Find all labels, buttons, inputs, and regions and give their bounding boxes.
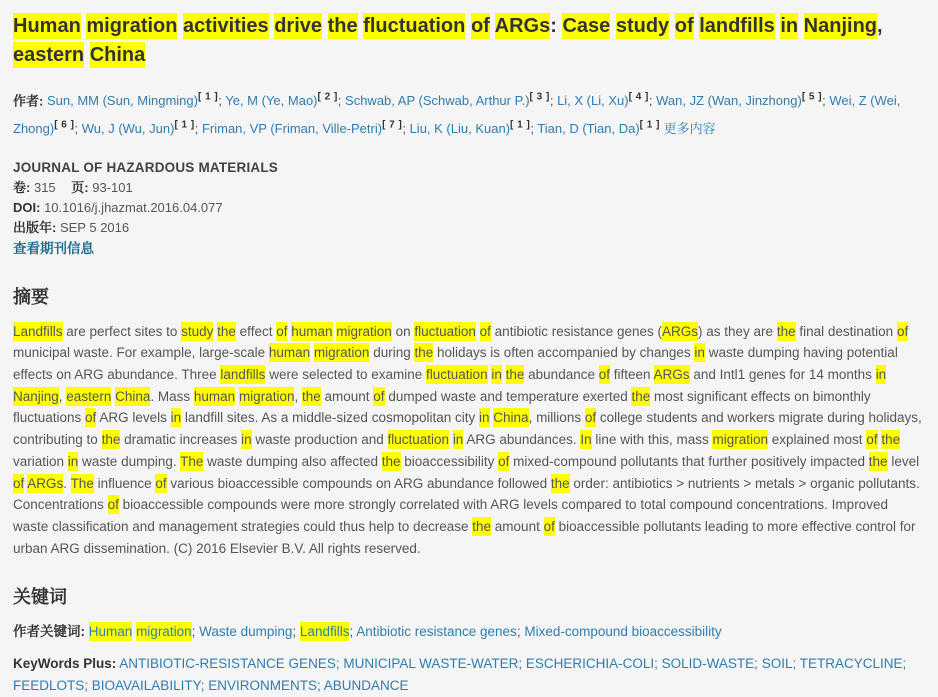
- highlighted-term: in: [875, 367, 887, 383]
- highlighted-term: the: [217, 323, 236, 339]
- keywords-plus-link[interactable]: SOIL: [761, 656, 793, 672]
- highlighted-term: China: [89, 44, 146, 66]
- volume-pages-line: [13, 178, 926, 198]
- volume-value: 315: [33, 179, 56, 195]
- author-link[interactable]: Li, X (Li, Xu): [557, 93, 629, 109]
- highlighted-term: in: [694, 345, 705, 361]
- highlighted-term: fluctuation: [414, 323, 476, 339]
- highlighted-term: eastern: [66, 388, 112, 404]
- more-authors-link[interactable]: 更多内容: [663, 120, 716, 136]
- affiliation-number: [ 1 ]: [639, 119, 660, 131]
- highlighted-term: the: [301, 388, 321, 404]
- highlighted-term: Case: [562, 15, 611, 37]
- authors-label: 作者:: [13, 93, 44, 109]
- highlighted-term: of: [498, 453, 510, 469]
- highlighted-term: fluctuation: [426, 367, 488, 383]
- keywords-plus-link[interactable]: ANTIBIOTIC-RESISTANCE GENES: [119, 656, 336, 672]
- author-list-content: Sun, MM (Sun, Mingming)[ 1 ]; Ye, M (Ye, Mao)[ 2 ]; Schwab, AP (Schwab, Arthur P.)[ 3 ]; Li, X (Li, Xu)[ 4 ]; Wan, JZ (Wan, Jinzhong)[ 5 ]; Wei, Z (Wei, Zhong)[ 6 ]; Wu, J (Wu, Jun)[ 1 ]; Friman, VP (Friman, Ville-Petri)[ 7 ]; Liu, K (Liu, Kuan)[ 1 ]; Tian, D (Tian, Da)[ 1 ] 更多内容: [13, 92, 901, 136]
- highlighted-term: in: [491, 367, 502, 383]
- highlighted-term: landfills: [699, 15, 775, 37]
- highlighted-term: the: [101, 432, 121, 448]
- highlighted-term: the: [472, 518, 492, 534]
- author-keywords-list: Human migration; Waste dumping; Landfills; Antibiotic resistance genes; Mixed-compound bioaccessibility: [88, 624, 722, 640]
- highlighted-term: The: [180, 453, 204, 469]
- highlighted-term: ARGs: [494, 15, 551, 37]
- affiliation-number: [ 4 ]: [628, 92, 649, 103]
- highlighted-term: the: [631, 388, 651, 404]
- pages-value: 93-101: [92, 179, 133, 195]
- highlighted-term: China: [115, 388, 151, 404]
- highlighted-term: study: [615, 15, 670, 37]
- keywords-plus-link[interactable]: FEEDLOTS: [13, 678, 85, 694]
- highlighted-term: the: [881, 432, 901, 448]
- affiliation-number: [ 1 ]: [510, 119, 531, 131]
- abstract-text: Landfills are perfect sites to study the effect of human migration on fluctuation of antibiotic resistance genes (ARGs) as they are the final destination of municipal waste. For example, large-scale human migration during the holidays is often accompanied by changes in waste dumping having potential effects on ARG abundance. Three landfills were selected to examine fluctuation in the abundance of fifteen ARGs and Intl1 genes for 14 months in Nanjing, eastern China. Mass human migration, the amount of dumped waste and temperature exerted the most significant effects on bimonthly fluctuations of ARG levels in landfill sites. As a middle-sized cosmopolitan city in China, millions of college students and workers migrate during holidays, contributing to the dramatic increases in waste production and fluctuation in ARG abundances. In line with this, mass migration explained most of the variation in waste dumping. The waste dumping also affected the bioaccessibility of mixed-compound pollutants that further positively impacted the level of ARGs. The influence of various bioaccessible compounds on ARG abundance followed the order: antibiotics > nutrients > metals > organic pollutants. Concentrations of bioaccessible compounds were more strongly correlated with ARG levels compared to total compound concentrations. Improved waste classification and management strategies could thus help to decrease the amount of bioaccessible pollutants leading to more effective control for urban ARG dissemination. (C) 2016 Elsevier B.V. All rights reserved.: [13, 323, 922, 556]
- affiliation-number: [ 2 ]: [317, 92, 338, 103]
- highlighted-term: of: [85, 410, 97, 426]
- abstract-heading: 摘要: [13, 286, 49, 307]
- highlighted-term: migration: [336, 323, 392, 339]
- author-link[interactable]: Liu, K (Liu, Kuan): [409, 120, 511, 136]
- keywords-plus-link[interactable]: ESCHERICHIA-COLI: [525, 656, 655, 672]
- pub-year-label: 出版年:: [13, 219, 57, 235]
- highlighted-term: ARGs: [653, 367, 690, 383]
- affiliation-number: [ 1 ]: [174, 119, 195, 131]
- author-link[interactable]: Schwab, AP (Schwab, Arthur P.): [345, 93, 530, 109]
- highlighted-term: of: [13, 475, 25, 491]
- highlighted-term: of: [276, 323, 288, 339]
- highlighted-term: study: [181, 323, 214, 339]
- affiliation-number: [ 5 ]: [801, 92, 823, 103]
- highlighted-term: human: [268, 345, 311, 361]
- highlighted-term: of: [866, 432, 878, 448]
- highlighted-term: of: [373, 388, 385, 404]
- highlighted-term: in: [479, 410, 490, 426]
- highlighted-term: of: [598, 367, 610, 383]
- highlighted-term: of: [107, 497, 119, 513]
- highlighted-term: of: [543, 518, 555, 534]
- highlighted-term: of: [584, 410, 597, 426]
- article-title: Human migration activities drive the fluctuation of ARGs: Case study of landfills in Nanjing, eastern China: [13, 15, 883, 66]
- highlighted-term: landfills: [220, 367, 266, 383]
- highlighted-term: in: [780, 15, 799, 37]
- highlighted-term: The: [70, 475, 94, 491]
- highlighted-term: China: [493, 410, 529, 426]
- highlighted-term: In: [580, 432, 592, 448]
- highlighted-term: of: [479, 323, 491, 339]
- author-link[interactable]: Wei, Z (Wei, Zhong): [13, 93, 901, 136]
- keywords-plus-link[interactable]: ENVIRONMENTS: [208, 678, 317, 694]
- highlighted-term: fluctuation: [363, 15, 466, 37]
- keywords-plus-link[interactable]: SOLID-WASTE: [661, 656, 755, 672]
- author-link[interactable]: Sun, MM (Sun, Mingming): [46, 93, 198, 109]
- highlighted-term: in: [170, 410, 182, 426]
- highlighted-term: migration: [712, 432, 768, 448]
- highlighted-term: in: [67, 453, 79, 469]
- pub-year-line: [13, 218, 926, 238]
- highlighted-term: the: [776, 323, 796, 339]
- author-link[interactable]: Friman, VP (Friman, Ville-Petri): [201, 120, 383, 136]
- highlighted-term: fluctuation: [387, 432, 450, 448]
- highlighted-term: the: [327, 15, 358, 37]
- author-link[interactable]: Tian, D (Tian, Da): [537, 120, 640, 136]
- keywords-heading: 关键词: [13, 587, 67, 608]
- highlighted-term: drive: [274, 15, 323, 37]
- keywords-plus-line: [13, 653, 926, 697]
- author-keywords-label: 作者关键词:: [13, 624, 85, 640]
- affiliation-number: [ 6 ]: [54, 119, 75, 131]
- author-keyword-link[interactable]: Waste dumping: [199, 624, 293, 640]
- volume-label: 卷:: [13, 179, 31, 195]
- highlighted-term: eastern: [13, 44, 85, 66]
- highlighted-term: Human: [13, 15, 81, 37]
- author-link[interactable]: Ye, M (Ye, Mao): [225, 93, 318, 109]
- doi-label: DOI:: [13, 199, 41, 215]
- highlighted-term: in: [452, 432, 464, 448]
- highlighted-term: in: [241, 432, 252, 448]
- highlighted-term: ARGs: [27, 475, 64, 491]
- highlighted-term: activities: [183, 15, 269, 37]
- highlighted-term: migration: [313, 345, 370, 361]
- highlighted-term: Human: [88, 624, 133, 640]
- highlighted-term: ARGs: [662, 323, 699, 339]
- highlighted-term: of: [674, 15, 694, 37]
- author-keyword-link[interactable]: Mixed-compound bioaccessibility: [524, 624, 722, 640]
- keywords-plus-link[interactable]: ABUNDANCE: [323, 678, 409, 694]
- highlighted-term: Nanjing: [13, 388, 59, 404]
- highlighted-term: the: [868, 453, 888, 469]
- author-keyword-link[interactable]: Antibiotic resistance genes: [356, 624, 517, 640]
- highlighted-term: migration: [136, 624, 192, 640]
- highlighted-term: the: [381, 453, 401, 469]
- view-journal-info-link[interactable]: 查看期刊信息: [13, 240, 94, 256]
- journal-title: JOURNAL OF HAZARDOUS MATERIALS: [13, 159, 278, 175]
- keywords-plus-link[interactable]: MUNICIPAL WASTE-WATER: [343, 656, 519, 672]
- author-keywords-line: [13, 621, 926, 643]
- highlighted-term: the: [414, 345, 434, 361]
- highlighted-term: Nanjing: [803, 15, 878, 37]
- affiliation-number: [ 1 ]: [197, 92, 219, 103]
- pub-year-value: SEP 5 2016: [59, 219, 130, 235]
- affiliation-number: [ 7 ]: [382, 119, 403, 131]
- affiliation-number: [ 3 ]: [529, 92, 550, 103]
- keywords-plus-label: KeyWords Plus:: [13, 656, 117, 672]
- highlighted-term: of: [155, 475, 167, 491]
- highlighted-term: the: [505, 367, 525, 383]
- doi-value: 10.1016/j.jhazmat.2016.04.077: [44, 199, 223, 215]
- author-link[interactable]: Wan, JZ (Wan, Jinzhong): [656, 93, 802, 109]
- highlighted-term: migration: [86, 15, 178, 37]
- author-keyword-link[interactable]: [89, 622, 192, 641]
- highlighted-term: human: [291, 323, 333, 339]
- keywords-plus-list: ANTIBIOTIC-RESISTANCE GENES; MUNICIPAL WASTE-WATER; ESCHERICHIA-COLI; SOLID-WASTE; SOIL; TETRACYCLINE; FEEDLOTS; BIOAVAILABILITY; ENVIRONMENTS; ABUNDANCE: [13, 656, 907, 694]
- author-list: [13, 86, 926, 141]
- author-keyword-link[interactable]: [300, 622, 350, 641]
- pages-label: 页:: [71, 179, 89, 195]
- highlighted-term: the: [550, 475, 570, 491]
- highlighted-term: migration: [238, 388, 295, 404]
- highlighted-term: human: [193, 388, 236, 404]
- highlighted-term: Landfills: [299, 624, 350, 640]
- highlighted-term: of: [896, 323, 909, 339]
- highlighted-term: of: [470, 15, 490, 37]
- highlighted-term: Landfills: [13, 323, 63, 339]
- keywords-plus-link[interactable]: BIOAVAILABILITY: [91, 678, 201, 694]
- author-link[interactable]: Wu, J (Wu, Jun): [81, 120, 175, 136]
- keywords-plus-link[interactable]: TETRACYCLINE: [799, 656, 903, 672]
- doi-line: [13, 198, 926, 218]
- publication-info: [13, 158, 926, 259]
